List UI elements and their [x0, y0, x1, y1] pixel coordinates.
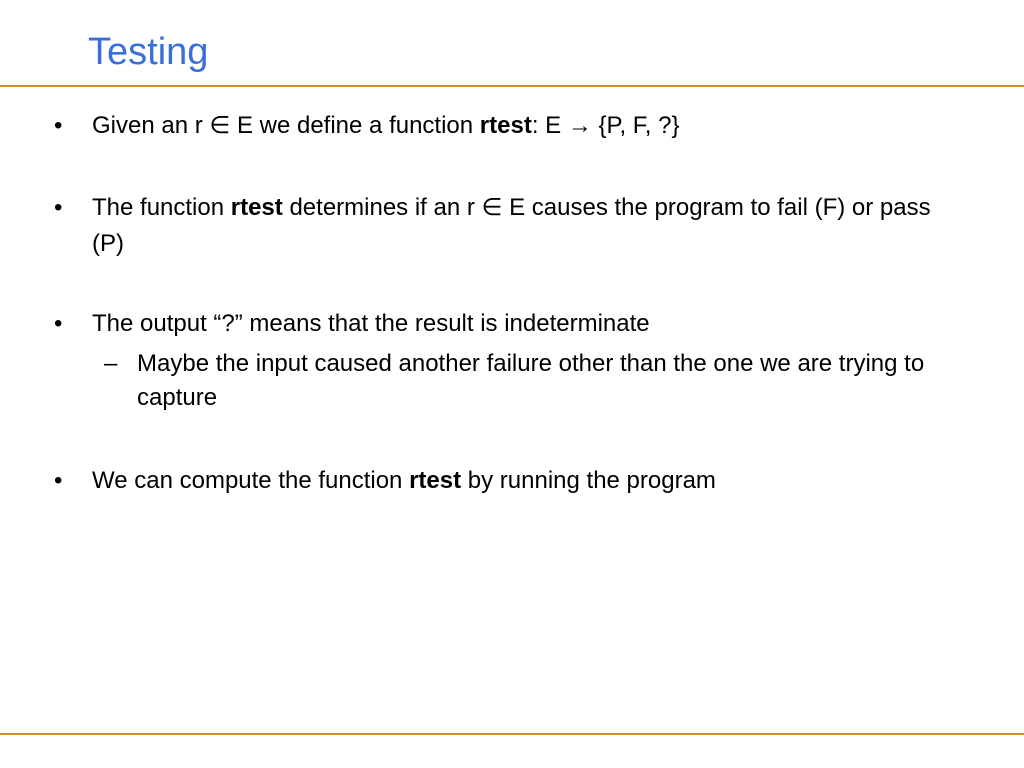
bullet-item-1	[54, 108, 954, 144]
bullet-text	[92, 190, 954, 262]
bold-term: rtest	[230, 194, 283, 221]
bullet-text	[92, 108, 954, 144]
bullet-item-3	[54, 306, 954, 342]
text-run: Given an r	[92, 112, 210, 139]
bullet-marker: •	[54, 194, 63, 221]
bullet-text	[92, 463, 954, 499]
sub-bullet-text: Maybe the input caused another failure other than the one we are trying to capture	[137, 350, 925, 411]
text-run: : E	[531, 112, 568, 139]
text-run: {P, F, ?}	[591, 112, 680, 139]
bullet-marker: •	[54, 310, 63, 337]
text-run: by running the program	[461, 467, 716, 494]
slide-title: Testing	[88, 31, 209, 73]
text-run: E causes the program to fail (F) or pass (P)	[92, 194, 931, 257]
dash-marker: –	[104, 350, 118, 377]
bullet-item-4	[54, 463, 954, 499]
text-run: E we define a function	[230, 112, 480, 139]
text-run: We can compute the function	[92, 467, 410, 494]
sub-bullet-item	[104, 347, 974, 415]
bullet-marker: •	[54, 467, 63, 494]
bold-term: rtest	[409, 467, 462, 494]
top-divider	[0, 85, 1024, 87]
bottom-divider	[0, 733, 1024, 735]
text-run: The function	[92, 194, 231, 221]
bullet-text: The output “?” means that the result is indeterminate	[92, 310, 650, 337]
bullet-item-2	[54, 190, 954, 262]
text-run: determines if an r	[282, 194, 482, 221]
element-of-symbol: ∈	[209, 112, 231, 139]
element-of-symbol: ∈	[481, 194, 503, 221]
bullet-marker: •	[54, 112, 63, 139]
bold-term: rtest	[479, 112, 532, 139]
arrow-symbol: →	[567, 112, 592, 139]
